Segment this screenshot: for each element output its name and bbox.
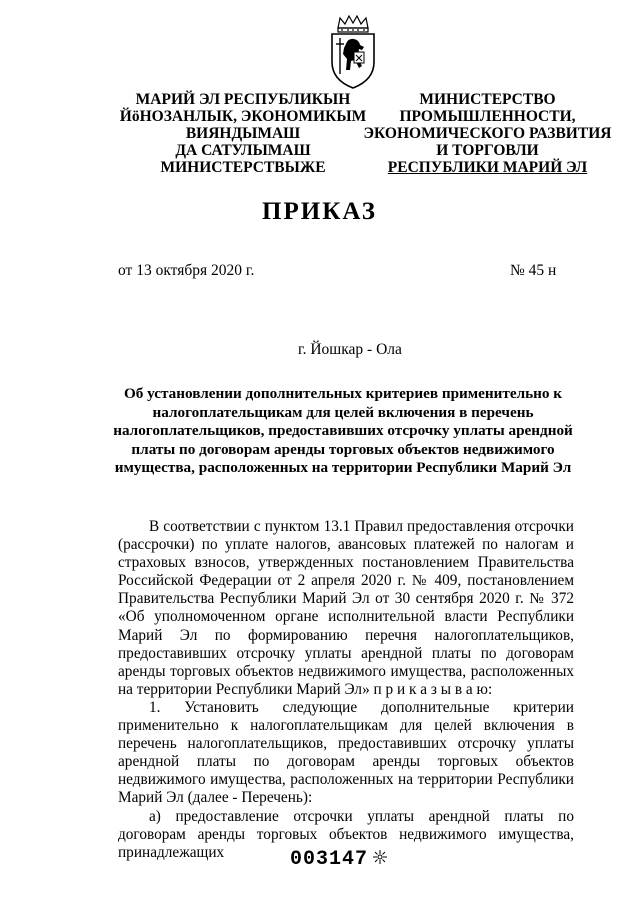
body-paragraph: а) предоставление отсрочки уплаты арендной платы по договорам аренды торговых объектов недвижимого имущества, принадлежащих bbox=[118, 807, 574, 861]
header-left-line: ЙӧНОЗАНЛЫК, ЭКОНОМИКЫМ bbox=[119, 108, 367, 125]
serial-number: 003147 bbox=[290, 848, 369, 871]
order-number: № 45 н bbox=[510, 262, 557, 279]
header-right-line: ПРОМЫШЛЕННОСТИ, bbox=[399, 108, 576, 125]
header-left-line: МИНИСТЕРСТВЫЖЕ bbox=[160, 159, 326, 176]
document-body bbox=[118, 518, 574, 862]
ministry-name-russian bbox=[355, 91, 620, 176]
body-paragraph: 1. Установить следующие дополнительные критерии применительно к налогоплательщикам для целей включения в перечень налогоплательщиков, предоставивших отсрочку уплаты арендной платы по договорам аренды торговых объектов недвижимого имущества, расположенных на территории Республики Марий Эл (далее - Перечень): bbox=[118, 698, 574, 807]
coat-of-arms-icon bbox=[328, 14, 378, 90]
ministry-name-mari bbox=[118, 91, 368, 176]
order-subject: Об установлении дополнительных критериев применительно к налогоплательщикам для целей включения в перечень налогоплательщиков, предоставивших отсрочку уплаты арендной платы по договорам аренды торговых объектов недвижимого имущества, расположенных на территории Республики Марий Эл bbox=[113, 385, 573, 476]
header-right-line: МИНИСТЕРСТВО bbox=[419, 91, 556, 108]
document-title: ПРИКАЗ bbox=[262, 198, 377, 225]
header-right-line: РЕСПУБЛИКИ МАРИЙ ЭЛ bbox=[387, 159, 588, 176]
order-date: от 13 октября 2020 г. bbox=[118, 262, 255, 279]
body-paragraph: В соответствии с пунктом 13.1 Правил предоставления отсрочки (рассрочки) по уплате налогов, авансовых платежей по налогам и страховых взносов, утвержденных постановлением Правительства Российской Федерации от 2 апреля 2020 г. № 409, постановлением Правительства Республики Марий Эл от 30 сентября 2020 г. № 372 «Об уполномоченном органе исполнительной власти Республики Марий Эл по формированию перечня налогоплательщиков, предоставивших отсрочку уплаты арендной платы по договорам аренды торговых объектов недвижимого имущества, расположенных на территории Республики Марий Эл» п р и к а з ы в а ю: bbox=[118, 518, 574, 698]
star-seal-icon bbox=[372, 849, 388, 865]
header-left-line: МАРИЙ ЭЛ РЕСПУБЛИКЫН bbox=[135, 91, 351, 108]
header-right-line: И ТОРГОВЛИ bbox=[436, 142, 539, 159]
header-left-line: ВИЯНДЫМАШ bbox=[185, 125, 301, 142]
header-right-line: ЭКОНОМИЧЕСКОГО РАЗВИТИЯ bbox=[363, 125, 612, 142]
city-name: г. Йошкар - Ола bbox=[298, 341, 402, 358]
header-left-line: ДА САТУЛЫМАШ bbox=[175, 142, 311, 159]
